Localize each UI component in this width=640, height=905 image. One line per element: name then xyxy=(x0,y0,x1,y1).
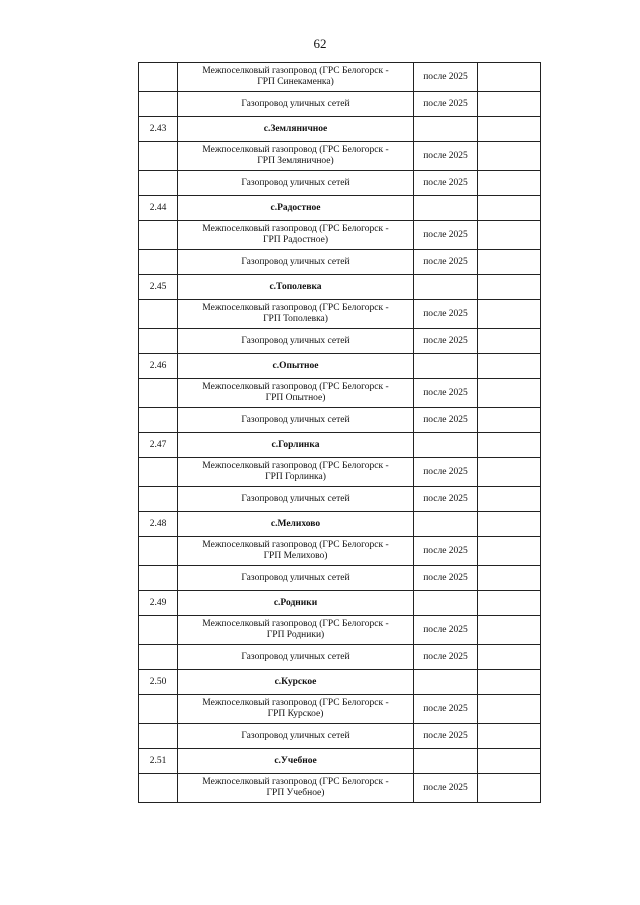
object-label-head: Межпоселковый газопровод (ГРС Белогорск - xyxy=(202,224,389,234)
object-label-tail: ГРП Земляничное) xyxy=(257,156,334,166)
object-cell xyxy=(178,142,414,171)
table-row xyxy=(139,250,541,275)
empty-cell xyxy=(478,329,541,354)
object-cell xyxy=(178,537,414,566)
section-number-cell: 2.50 xyxy=(139,670,178,695)
object-label-head: Межпоселковый газопровод (ГРС Белогорск - xyxy=(202,382,389,392)
row-number-cell xyxy=(139,458,178,487)
row-number-cell xyxy=(139,142,178,171)
empty-cell xyxy=(478,300,541,329)
object-cell: Газопровод уличных сетей xyxy=(178,92,414,117)
row-number-cell xyxy=(139,92,178,117)
table-row xyxy=(139,63,541,92)
deadline-cell: после 2025 xyxy=(414,63,478,92)
table-row xyxy=(139,300,541,329)
empty-cell xyxy=(414,196,478,221)
gas-pipeline-table xyxy=(138,62,541,803)
row-number-cell xyxy=(139,300,178,329)
object-cell xyxy=(178,616,414,645)
empty-cell xyxy=(478,616,541,645)
section-number-cell: 2.47 xyxy=(139,433,178,458)
settlement-name-cell: с.Радостное xyxy=(178,196,414,221)
row-number-cell xyxy=(139,645,178,670)
object-label-head: Межпоселковый газопровод (ГРС Белогорск - xyxy=(202,66,389,76)
deadline-cell: после 2025 xyxy=(414,142,478,171)
table-row xyxy=(139,196,541,221)
table-row xyxy=(139,645,541,670)
empty-cell xyxy=(478,774,541,803)
empty-cell xyxy=(478,458,541,487)
empty-cell xyxy=(478,591,541,616)
deadline-cell: после 2025 xyxy=(414,487,478,512)
row-number-cell xyxy=(139,566,178,591)
object-cell xyxy=(178,458,414,487)
empty-cell xyxy=(478,117,541,142)
settlement-name-cell: с.Земляничное xyxy=(178,117,414,142)
settlement-name-cell: с.Мелихово xyxy=(178,512,414,537)
empty-cell xyxy=(478,408,541,433)
table-row xyxy=(139,275,541,300)
row-number-cell xyxy=(139,487,178,512)
empty-cell xyxy=(478,724,541,749)
deadline-cell: после 2025 xyxy=(414,566,478,591)
table-row xyxy=(139,670,541,695)
deadline-cell: после 2025 xyxy=(414,171,478,196)
object-cell: Газопровод уличных сетей xyxy=(178,329,414,354)
deadline-cell: после 2025 xyxy=(414,300,478,329)
object-cell: Газопровод уличных сетей xyxy=(178,645,414,670)
object-label-tail: ГРП Опытное) xyxy=(265,393,326,403)
table-row xyxy=(139,512,541,537)
empty-cell xyxy=(478,645,541,670)
object-cell: Газопровод уличных сетей xyxy=(178,566,414,591)
table-row xyxy=(139,329,541,354)
empty-cell xyxy=(478,196,541,221)
empty-cell xyxy=(478,171,541,196)
deadline-cell: после 2025 xyxy=(414,458,478,487)
deadline-cell: после 2025 xyxy=(414,408,478,433)
table-row xyxy=(139,433,541,458)
section-number-cell: 2.44 xyxy=(139,196,178,221)
object-label-tail: ГРП Мелихово) xyxy=(263,551,328,561)
deadline-cell: после 2025 xyxy=(414,645,478,670)
section-number-cell: 2.51 xyxy=(139,749,178,774)
object-label-head: Межпоселковый газопровод (ГРС Белогорск - xyxy=(202,619,389,629)
object-cell xyxy=(178,221,414,250)
empty-cell xyxy=(414,433,478,458)
section-number-cell: 2.48 xyxy=(139,512,178,537)
deadline-cell: после 2025 xyxy=(414,221,478,250)
row-number-cell xyxy=(139,221,178,250)
object-cell xyxy=(178,774,414,803)
deadline-cell: после 2025 xyxy=(414,250,478,275)
table-row xyxy=(139,566,541,591)
row-number-cell xyxy=(139,616,178,645)
empty-cell xyxy=(478,512,541,537)
object-cell: Газопровод уличных сетей xyxy=(178,408,414,433)
empty-cell xyxy=(414,117,478,142)
empty-cell xyxy=(414,275,478,300)
section-number-cell: 2.45 xyxy=(139,275,178,300)
deadline-cell: после 2025 xyxy=(414,92,478,117)
section-number-cell: 2.46 xyxy=(139,354,178,379)
empty-cell xyxy=(478,670,541,695)
settlement-name-cell: с.Курское xyxy=(178,670,414,695)
object-label-head: Межпоселковый газопровод (ГРС Белогорск - xyxy=(202,145,389,155)
object-cell xyxy=(178,63,414,92)
empty-cell xyxy=(478,142,541,171)
empty-cell xyxy=(478,379,541,408)
deadline-cell: после 2025 xyxy=(414,774,478,803)
empty-cell xyxy=(414,354,478,379)
section-number-cell: 2.49 xyxy=(139,591,178,616)
table-row xyxy=(139,537,541,566)
object-label-tail: ГРП Тополевка) xyxy=(263,314,328,324)
deadline-cell: после 2025 xyxy=(414,379,478,408)
empty-cell xyxy=(414,670,478,695)
empty-cell xyxy=(478,566,541,591)
object-cell: Газопровод уличных сетей xyxy=(178,250,414,275)
table-row xyxy=(139,354,541,379)
object-label-tail: ГРП Родники) xyxy=(266,630,325,640)
empty-cell xyxy=(414,591,478,616)
table-row xyxy=(139,142,541,171)
object-label-tail: ГРП Курское) xyxy=(267,709,324,719)
table-row xyxy=(139,379,541,408)
object-label-tail: ГРП Учебное) xyxy=(266,788,325,798)
row-number-cell xyxy=(139,329,178,354)
empty-cell xyxy=(478,487,541,512)
deadline-cell: после 2025 xyxy=(414,537,478,566)
table-row xyxy=(139,92,541,117)
object-label-head: Межпоселковый газопровод (ГРС Белогорск - xyxy=(202,540,389,550)
table-row xyxy=(139,616,541,645)
row-number-cell xyxy=(139,171,178,196)
object-cell xyxy=(178,379,414,408)
row-number-cell xyxy=(139,724,178,749)
row-number-cell xyxy=(139,250,178,275)
row-number-cell xyxy=(139,63,178,92)
empty-cell xyxy=(478,250,541,275)
table-row xyxy=(139,171,541,196)
row-number-cell xyxy=(139,774,178,803)
table-row xyxy=(139,774,541,803)
empty-cell xyxy=(478,433,541,458)
row-number-cell xyxy=(139,408,178,433)
settlement-name-cell: с.Учебное xyxy=(178,749,414,774)
object-label-head: Межпоселковый газопровод (ГРС Белогорск - xyxy=(202,461,389,471)
object-cell: Газопровод уличных сетей xyxy=(178,171,414,196)
page-number: 62 xyxy=(313,36,327,51)
row-number-cell xyxy=(139,537,178,566)
section-number-cell: 2.43 xyxy=(139,117,178,142)
table-row xyxy=(139,591,541,616)
empty-cell xyxy=(478,749,541,774)
table-row xyxy=(139,221,541,250)
settlement-name-cell: с.Родники xyxy=(178,591,414,616)
object-label-tail: ГРП Горлинка) xyxy=(265,472,326,482)
settlement-name-cell: с.Тополевка xyxy=(178,275,414,300)
table-row xyxy=(139,458,541,487)
empty-cell xyxy=(478,695,541,724)
table-row xyxy=(139,724,541,749)
empty-cell xyxy=(478,92,541,117)
deadline-cell: после 2025 xyxy=(414,329,478,354)
empty-cell xyxy=(478,275,541,300)
table-row xyxy=(139,749,541,774)
object-cell xyxy=(178,300,414,329)
table-row xyxy=(139,408,541,433)
row-number-cell xyxy=(139,379,178,408)
object-label-head: Межпоселковый газопровод (ГРС Белогорск - xyxy=(202,777,389,787)
row-number-cell xyxy=(139,695,178,724)
deadline-cell: после 2025 xyxy=(414,616,478,645)
empty-cell xyxy=(478,221,541,250)
empty-cell xyxy=(414,512,478,537)
table-row xyxy=(139,695,541,724)
object-label-head: Межпоселковый газопровод (ГРС Белогорск - xyxy=(202,303,389,313)
object-label-head: Межпоселковый газопровод (ГРС Белогорск - xyxy=(202,698,389,708)
object-label-tail: ГРП Радостное) xyxy=(262,235,329,245)
object-label-tail: ГРП Синекаменка) xyxy=(257,77,334,87)
settlement-name-cell: с.Горлинка xyxy=(178,433,414,458)
deadline-cell: после 2025 xyxy=(414,724,478,749)
empty-cell xyxy=(478,537,541,566)
object-cell: Газопровод уличных сетей xyxy=(178,724,414,749)
table-row xyxy=(139,487,541,512)
deadline-cell: после 2025 xyxy=(414,695,478,724)
empty-cell xyxy=(478,354,541,379)
object-cell xyxy=(178,695,414,724)
object-cell: Газопровод уличных сетей xyxy=(178,487,414,512)
empty-cell xyxy=(478,63,541,92)
settlement-name-cell: с.Опытное xyxy=(178,354,414,379)
table-row xyxy=(139,117,541,142)
empty-cell xyxy=(414,749,478,774)
